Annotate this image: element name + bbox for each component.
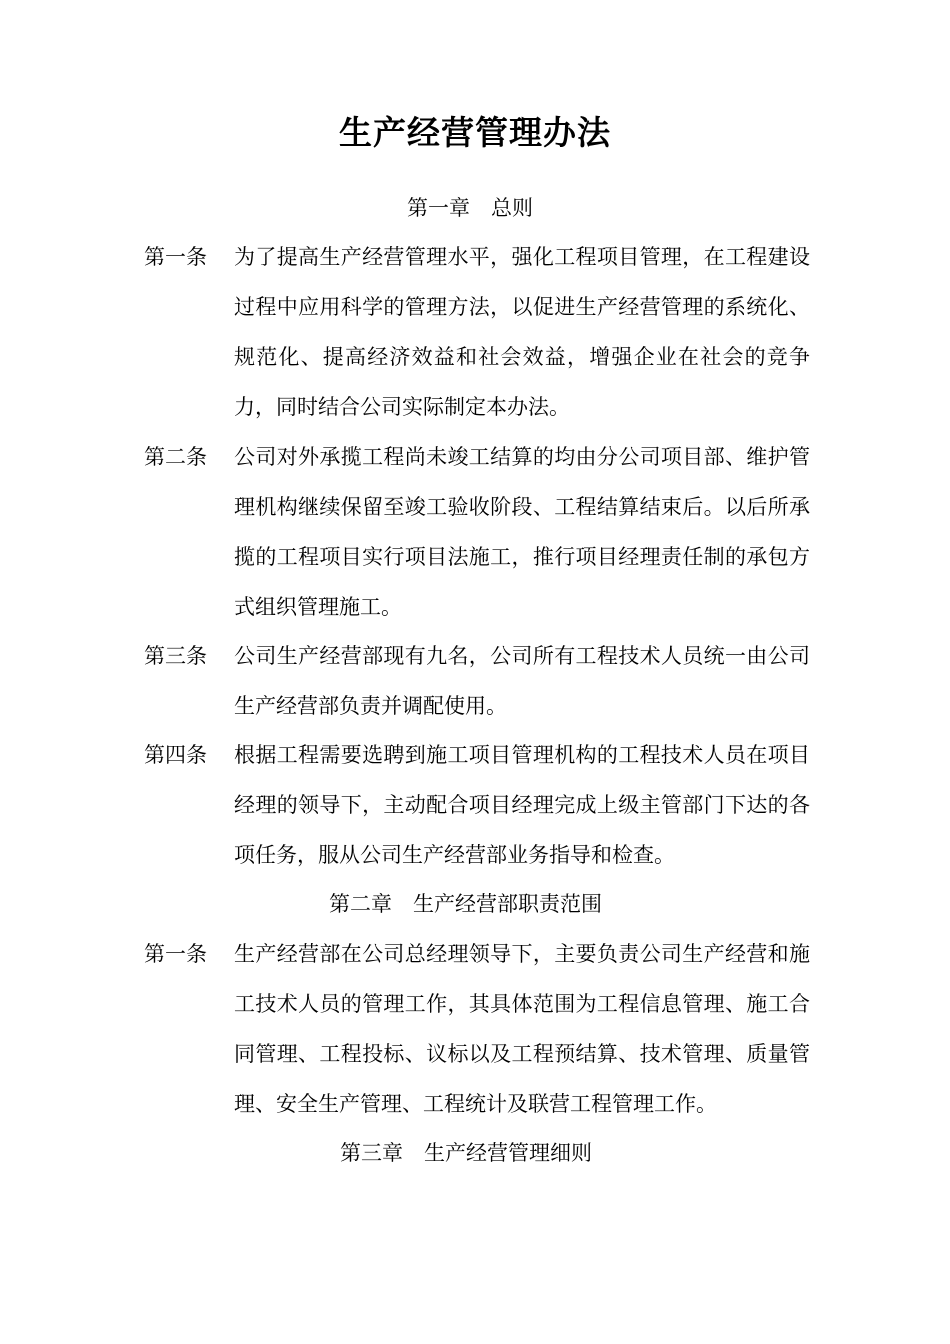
article-label: 第三条	[144, 644, 207, 668]
article-text: 公司生产经营部现有九名，公司所有工程技术人员统一由公司生产经营部负责并调配使用。	[234, 644, 810, 718]
article-text: 为了提高生产经营管理水平，强化工程项目管理，在工程建设过程中应用科学的管理方法，以促进生产经营管理的系统化、规范化、提高经济效益和社会效益，增强企业在社会的竞争力，同时结合公司实际制定本办法。	[234, 245, 810, 419]
chapter-heading: 第一章 总则	[407, 196, 533, 220]
article-text: 生产经营部在公司总经理领导下，主要负责公司生产经营和施工技术人员的管理工作，其具体范围为工程信息管理、施工合同管理、工程投标、议标以及工程预结算、技术管理、质量管理、安全生产管理、工程统计及联营工程管理工作。	[234, 942, 810, 1116]
article-label: 第一条	[144, 245, 207, 269]
document-title: 生产经营管理办法	[339, 113, 611, 152]
article-text: 根据工程需要选聘到施工项目管理机构的工程技术人员在项目经理的领导下，主动配合项目经理完成上级主管部门下达的各项任务，服从公司生产经营部业务指导和检查。	[234, 743, 810, 867]
article	[144, 929, 814, 1129]
article-text: 公司对外承揽工程尚未竣工结算的均由分公司项目部、维护管理机构继续保留至竣工验收阶段、工程结算结束后。以后所承揽的工程项目实行项目法施工，推行项目经理责任制的承包方式组织管理施工。	[234, 445, 810, 619]
article	[144, 631, 814, 731]
chapter-heading: 第二章 生产经营部职责范围	[329, 892, 602, 916]
article-label: 第一条	[144, 942, 207, 966]
article	[144, 432, 814, 632]
article	[144, 232, 814, 432]
chapter-heading: 第三章 生产经营管理细则	[340, 1141, 592, 1165]
article	[144, 730, 814, 880]
article-label: 第二条	[144, 445, 207, 469]
article-label: 第四条	[144, 743, 207, 767]
